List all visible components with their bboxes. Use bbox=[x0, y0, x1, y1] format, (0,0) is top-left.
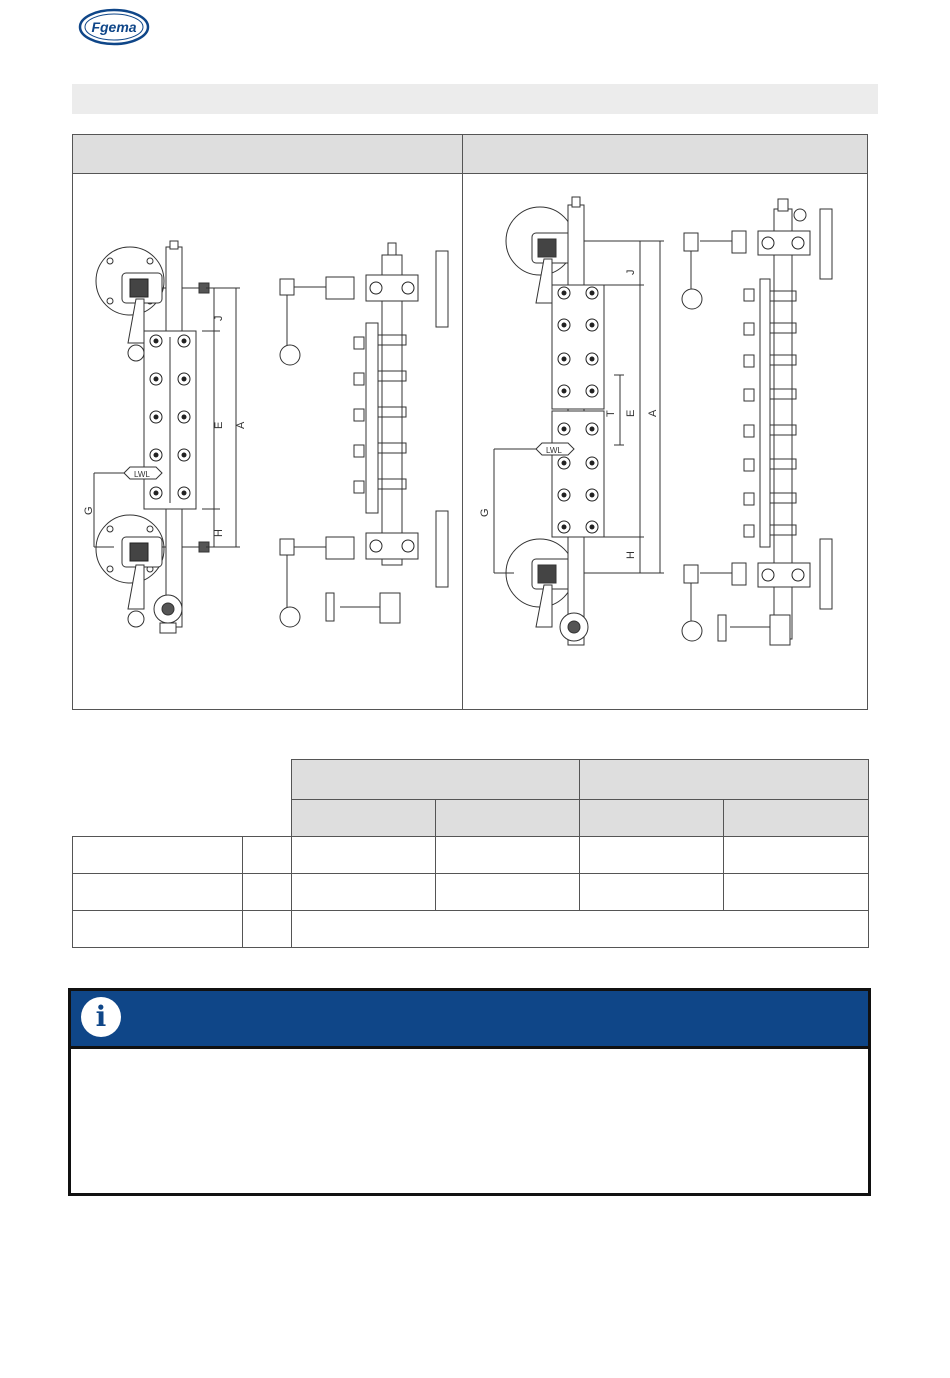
group-header-1 bbox=[291, 760, 580, 800]
table-cell bbox=[724, 837, 869, 874]
label-A: A bbox=[235, 421, 247, 429]
brand-logo bbox=[78, 8, 150, 46]
label-LWL: LWL bbox=[134, 470, 150, 479]
label-T-right: T bbox=[605, 410, 617, 417]
table-row bbox=[73, 874, 869, 911]
row-label bbox=[73, 874, 243, 911]
label-LWL-right: LWL bbox=[546, 446, 562, 455]
label-H: H bbox=[213, 529, 225, 537]
table-cell-merged bbox=[291, 911, 868, 948]
info-icon: i bbox=[81, 997, 121, 1037]
table-cell bbox=[291, 874, 435, 911]
figure-divider bbox=[462, 135, 463, 709]
figure-header-right bbox=[463, 135, 867, 174]
table-cell bbox=[580, 874, 724, 911]
row-unit bbox=[242, 837, 291, 874]
row-unit bbox=[242, 911, 291, 948]
label-G-right: G bbox=[479, 508, 491, 517]
info-header bbox=[71, 991, 868, 1049]
dimension-table bbox=[72, 759, 869, 948]
table-cell bbox=[580, 837, 724, 874]
table-row bbox=[73, 911, 869, 948]
label-H-right: H bbox=[625, 551, 637, 559]
sub-header-4 bbox=[724, 800, 869, 837]
figure-header-left bbox=[73, 135, 462, 174]
section-title-bar bbox=[72, 84, 878, 114]
table-cell bbox=[435, 874, 580, 911]
sub-header-1 bbox=[291, 800, 435, 837]
table-cell bbox=[435, 837, 580, 874]
logo-text: Fgema bbox=[91, 19, 137, 35]
label-E-right: E bbox=[625, 409, 637, 417]
label-G: G bbox=[83, 506, 95, 515]
drawing-left bbox=[74, 175, 460, 707]
row-unit bbox=[242, 874, 291, 911]
table-cell bbox=[291, 837, 435, 874]
row-label bbox=[73, 837, 243, 874]
label-A-right: A bbox=[647, 409, 659, 417]
label-J: J bbox=[213, 315, 225, 321]
table-cell bbox=[724, 874, 869, 911]
group-header-2 bbox=[580, 760, 869, 800]
label-J-right: J bbox=[625, 269, 637, 275]
table-row bbox=[73, 837, 869, 874]
row-label bbox=[73, 911, 243, 948]
sub-header-2 bbox=[435, 800, 580, 837]
label-E: E bbox=[213, 421, 225, 429]
sub-header-3 bbox=[580, 800, 724, 837]
info-box bbox=[68, 988, 871, 1196]
drawing-right bbox=[464, 175, 866, 707]
